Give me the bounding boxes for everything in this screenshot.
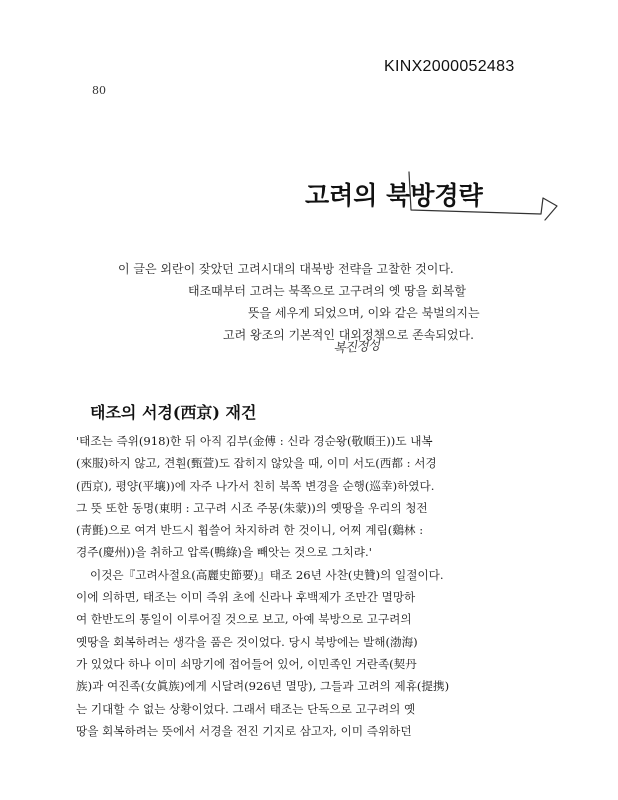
- text-line: 옛땅을 회복하려는 생각을 품은 것이었다. 당시 북방에는 발해(渤海): [76, 634, 418, 649]
- section-heading: 태조의 서경(西京) 재건: [90, 403, 257, 422]
- abstract-line: 태조때부터 고려는 북쪽으로 고구려의 옛 땅을 회복할: [188, 284, 466, 298]
- body-text: [76, 430, 546, 742]
- handwritten-bracket-mark: [305, 168, 565, 224]
- page-number: 80: [92, 84, 106, 97]
- abstract: [100, 258, 540, 346]
- text-line: 이것은『고려사절요(高麗史節要)』태조 26년 사찬(史贊)의 일절이다.: [90, 567, 444, 582]
- document-id: KINX2000052483: [384, 58, 515, 75]
- abstract-line: 고려 왕조의 기본적인 대외정책으로 존속되었다.: [223, 328, 474, 342]
- text-line: 는 기대할 수 없는 상황이었다. 그래서 태조는 단독으로 고구려의 옛: [76, 701, 416, 716]
- text-line: 이에 의하면, 태조는 이미 즉위 초에 신라나 후백제가 조만간 멸망하: [76, 590, 416, 605]
- author-signature: 복진정성: [332, 338, 380, 357]
- text-line: 땅을 회복하려는 뜻에서 서경을 전진 기지로 삼고자, 이미 즉위하던: [76, 723, 412, 738]
- abstract-line: 이 글은 외란이 잦았던 고려시대의 대북방 전략을 고찰한 것이다.: [118, 262, 454, 276]
- page-title: 고려의 북방경략: [305, 181, 483, 210]
- text-line: (西京), 평양(平壤))에 자주 나가서 친히 북쪽 변경을 순행(巡幸)하였다.: [76, 478, 435, 493]
- abstract-line: 뜻을 세우게 되었으며, 이와 같은 북벌의지는: [248, 306, 480, 320]
- text-line: 가 있었다 하나 이미 쇠망기에 접어들어 있어, 이민족인 거란족(契丹: [76, 656, 417, 671]
- text-line: 그 뜻 또한 동명(東明 : 고구려 시조 주몽(朱蒙))의 옛땅을 우리의 청전: [76, 500, 428, 515]
- title-block: [305, 168, 565, 224]
- text-line: '태조는 즉위(918)한 뒤 아직 김부(金傅 : 신라 경순왕(敬順王))도 내복: [76, 434, 433, 448]
- text-line: 族)과 여진족(女眞族)에게 시달려(926년 멸망), 그들과 고려의 제휴(提携): [76, 679, 450, 694]
- text-line: 경주(慶州))을 취하고 압록(鴨綠)을 빼앗는 것으로 그치랴.': [76, 545, 372, 560]
- text-line: (來服)하지 않고, 견훤(甄萱)도 잡히지 않았을 때, 이미 서도(西都 : 서경: [76, 456, 437, 471]
- text-line: 여 한반도의 통일이 이루어질 것으로 보고, 아예 북방으로 고구려의: [76, 612, 412, 627]
- text-line: (靑氈)으로 여겨 반드시 휩쓸어 차지하려 한 것이니, 어찌 계림(鷄林 :: [76, 523, 424, 538]
